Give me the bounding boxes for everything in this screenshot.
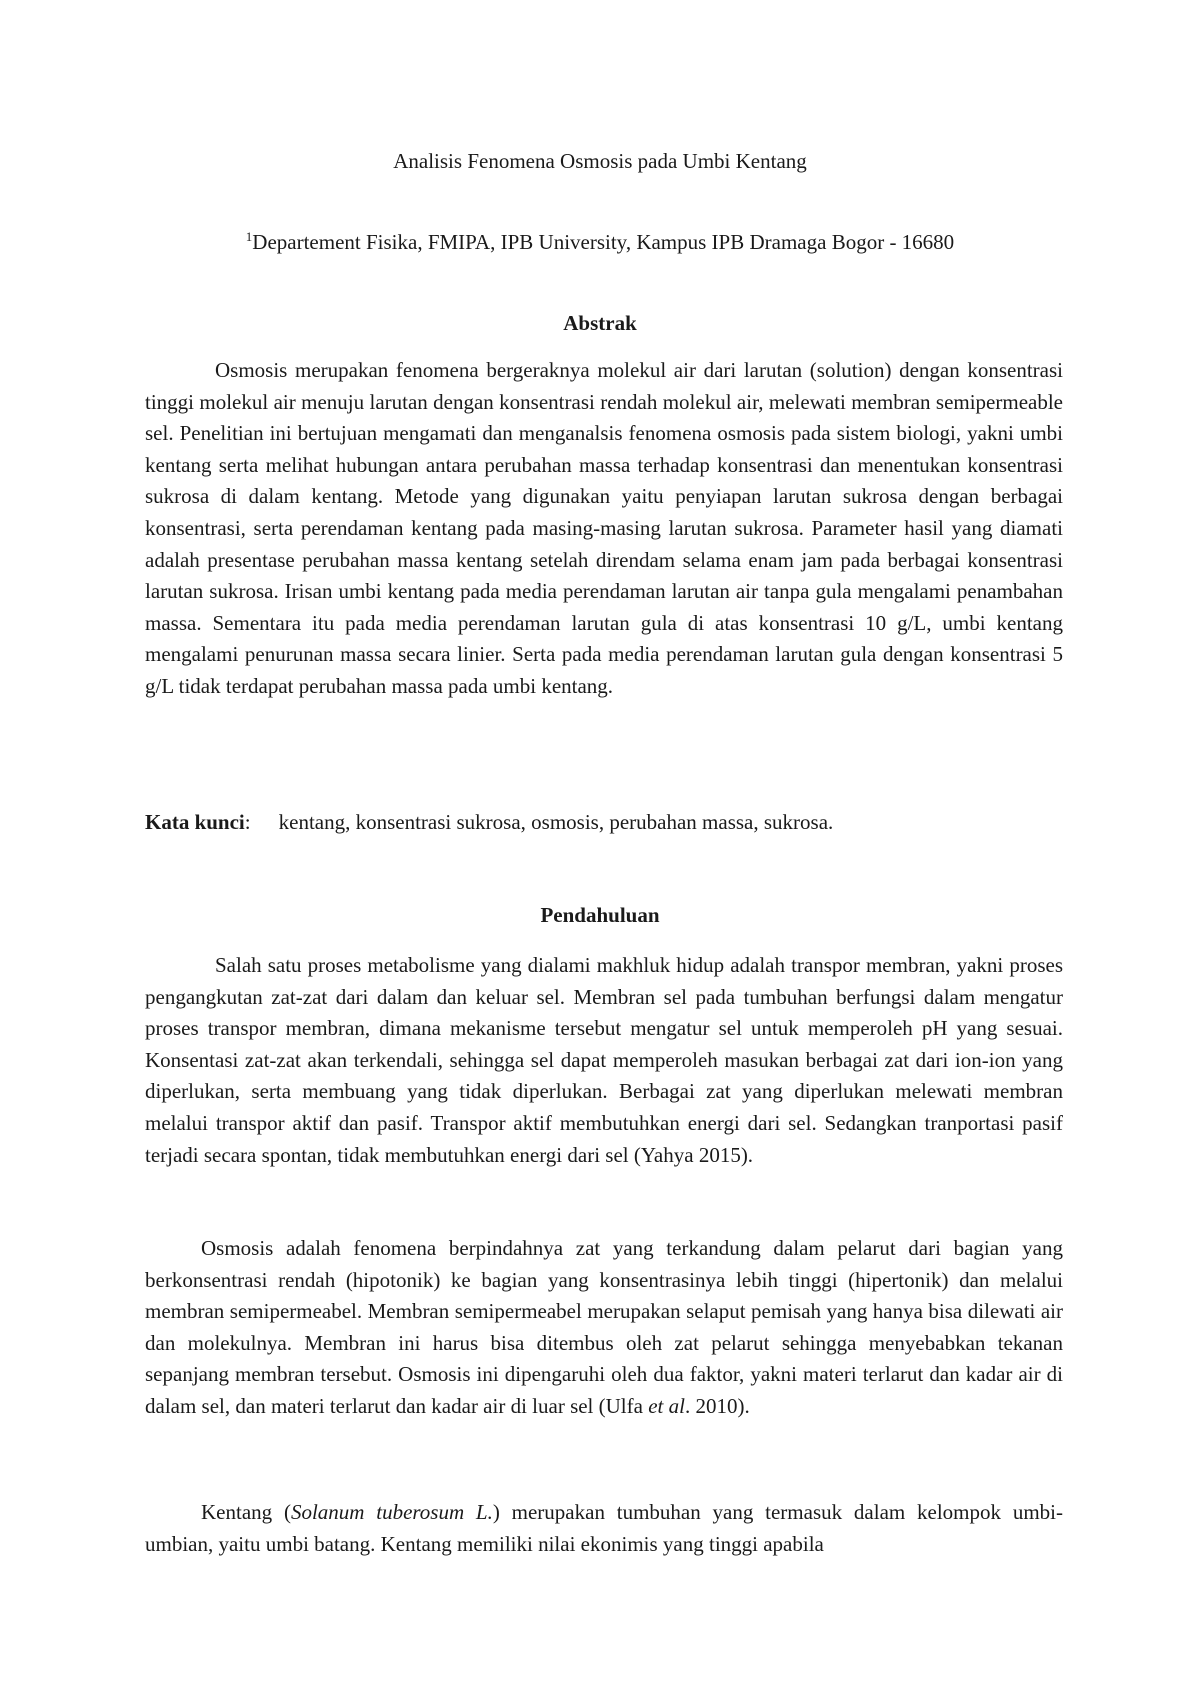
affiliation-text: Departement Fisika, FMIPA, IPB University, Kampus IPB Dramaga Bogor - 16680 bbox=[252, 230, 955, 254]
abstract-text: Osmosis merupakan fenomena bergeraknya molekul air dari larutan (solution) dengan konsentrasi tinggi molekul air menuju larutan dengan konsentrasi rendah molekul air, melewati membran semipermeable sel. Penelitian ini bertujuan mengamati dan menganalsis fenomena osmosis pada sistem biologi, yakni umbi kentang serta melihat hubungan antara perubahan massa terhadap konsentrasi dan menentukan konsentrasi sukrosa di dalam kentang. Metode yang digunakan yaitu penyiapan larutan sukrosa dengan berbagai konsentrasi, serta perendaman kentang pada masing-masing larutan sukrosa. Parameter hasil yang diamati adalah presentase perubahan massa kentang setelah direndam selama enam jam pada berbagai konsentrasi larutan sukrosa. Irisan umbi kentang pada media perendaman larutan air tanpa gula mengalami penambahan massa. Sementara itu pada media perendaman larutan gula di atas konsentrasi 10 g/L, umbi kentang mengalami penurunan massa secara linier. Serta pada media perendaman larutan gula dengan konsentrasi 5 g/L tidak terdapat perubahan massa pada umbi kentang. bbox=[145, 358, 1063, 698]
introduction-p1-text: Salah satu proses metabolisme yang dialami makhluk hidup adalah transpor membran, yakni proses pengangkutan zat-zat dari dalam dan keluar sel. Membran sel pada tumbuhan berfungsi dalam mengatur proses transpor membran, dimana mekanisme tersebut mengatur sel untuk memperoleh pH yang sesuai. Konsentasi zat-zat akan terkendali, sehingga sel dapat memperoleh masukan berbagai zat dari ion-ion yang diperlukan, serta membuang yang tidak diperlukan. Berbagai zat yang diperlukan melewati membran melalui transpor aktif dan pasif. Transpor aktif membutuhkan energi dari sel. Sedangkan tranportasi pasif terjadi secara spontan, tidak membutuhkan energi dari sel (Yahya 2015). bbox=[145, 953, 1063, 1167]
abstract-paragraph bbox=[145, 355, 1063, 703]
introduction-p3-tail: ) merupakan tumbuhan yang termasuk dalam kelompok umbi-umbian, yaitu umbi batang. Kentang memiliki nilai ekonimis yang tinggi apabila bbox=[145, 1500, 1063, 1556]
introduction-p2-italic: et al bbox=[648, 1393, 685, 1418]
affiliation-superscript: 1 bbox=[245, 229, 253, 244]
introduction-p3-text: Kentang ( bbox=[201, 1500, 291, 1524]
abstract-heading: Abstrak bbox=[563, 311, 637, 335]
keywords-colon: : bbox=[244, 810, 251, 834]
affiliation bbox=[0, 228, 1200, 256]
introduction-p3-species: Solanum tuberosum L. bbox=[290, 1500, 493, 1524]
introduction-paragraph-3 bbox=[145, 1497, 1063, 1560]
introduction-p2-tail: . 2010). bbox=[684, 1393, 750, 1418]
introduction-paragraph-1 bbox=[145, 950, 1063, 1171]
introduction-p2-text: Osmosis adalah fenomena berpindahnya zat yang terkandung dalam pelarut dari bagian yang berkonsentrasi rendah (hipotonik) ke bagian yang konsentrasinya lebih tinggi (hipertonik) dan melalui membran semipermeabel. Membran semipermeabel merupakan selaput pemisah yang hanya bisa dilewati air dan molekulnya. Membran ini harus bisa ditembus oleh zat pelarut sehingga menyebabkan tekanan sepanjang membran tersebut. Osmosis ini dipengaruhi oleh dua faktor, yakni materi terlarut dan kadar air di dalam sel, dan materi terlarut dan kadar air di luar sel (Ulfa bbox=[145, 1236, 1063, 1418]
keywords-label: Kata kunci bbox=[145, 810, 245, 834]
paper-title: Analisis Fenomena Osmosis pada Umbi Kentang bbox=[393, 149, 807, 173]
introduction-paragraph-2 bbox=[145, 1233, 1063, 1423]
keywords-text: kentang, konsentrasi sukrosa, osmosis, perubahan massa, sukrosa. bbox=[278, 810, 834, 834]
introduction-heading: Pendahuluan bbox=[540, 903, 660, 927]
keywords-line bbox=[145, 808, 1063, 836]
